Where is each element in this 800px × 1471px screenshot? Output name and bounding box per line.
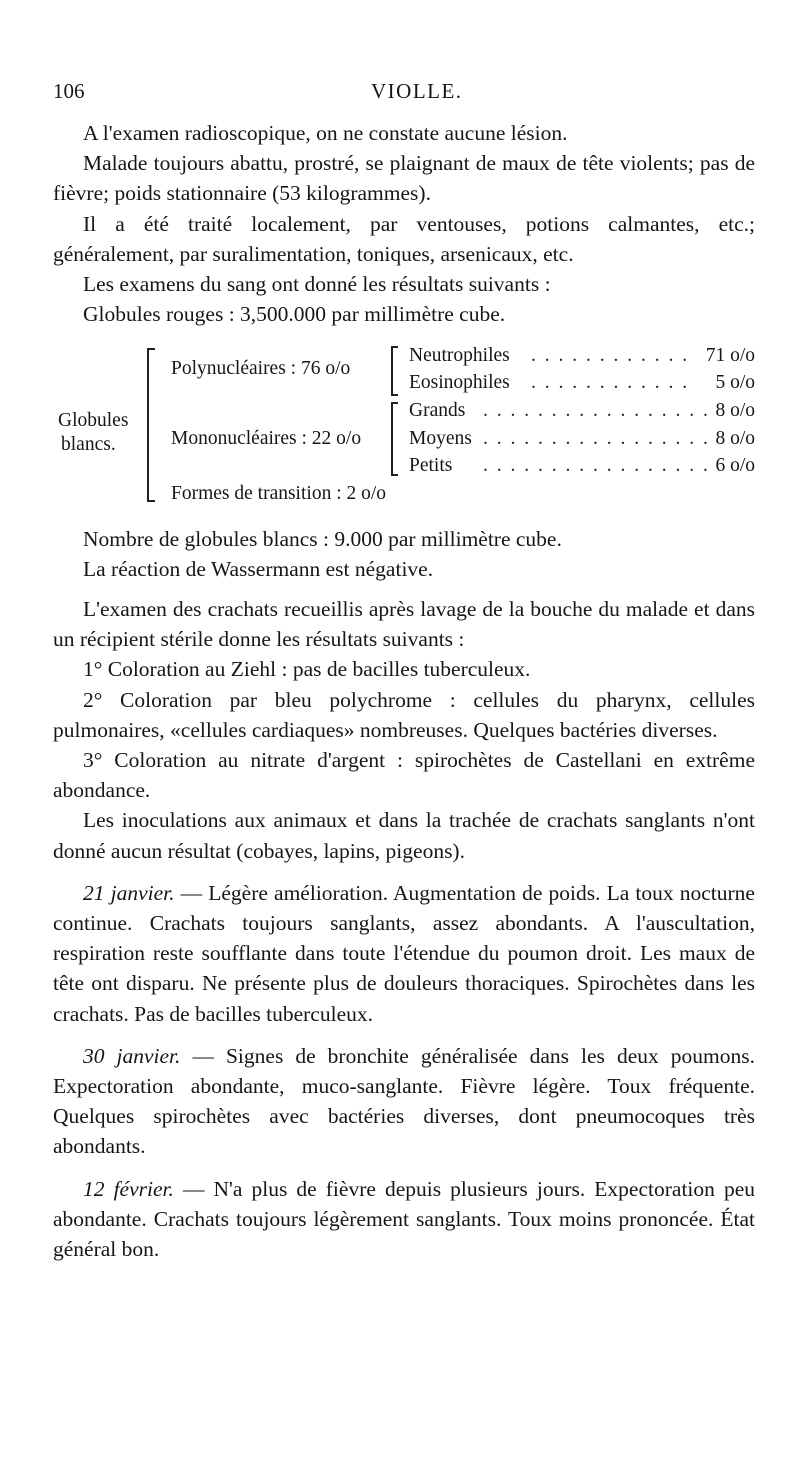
paragraph: 3° Coloration au nitrate d'argent : spirochètes de Castellani en extrême abondance. — [53, 748, 755, 803]
entry-date: 12 février. — [83, 1176, 174, 1201]
cell-value: 8 o/o — [715, 428, 755, 449]
paragraph: Malade toujours abattu, prostré, se plaignant de maux de tête violents; pas de fièvre; poids stationnaire (53 kilogrammes). — [53, 151, 755, 206]
running-title: VIOLLE. — [371, 79, 463, 103]
leader-dots: . . . . . . . . . . . . — [531, 345, 690, 366]
entry-date: 21 janvier. — [83, 880, 175, 905]
brace — [391, 346, 398, 396]
leader-dots: . . . . . . . . . . . . . . . . . — [483, 400, 710, 421]
brace — [391, 402, 398, 476]
dated-entry — [53, 1041, 755, 1162]
cell-name: Grands — [409, 400, 466, 421]
page-header — [53, 79, 753, 109]
cell-name: Eosinophiles — [409, 372, 510, 393]
blood-count-table — [53, 340, 758, 510]
dated-entry — [53, 878, 755, 1029]
entry-text: — N'a plus de fièvre depuis plusieurs jours. Expectoration peu abondante. Crachats toujours légèrement sanglants. Toux moins prononcée. État général bon. — [53, 1176, 755, 1262]
group-label: Globules — [58, 410, 129, 431]
paragraph: La réaction de Wassermann est négative. — [83, 557, 434, 582]
paragraph: Les inoculations aux animaux et dans la trachée de crachats sanglants n'ont donné aucun résultat (cobayes, lapins, pigeons). — [53, 808, 755, 863]
leader-dots: . . . . . . . . . . . . . . . . . — [483, 455, 710, 476]
paragraph: L'examen des crachats recueillis après lavage de la bouche du malade et dans un récipient stérile donne les résultats suivants : — [53, 597, 755, 652]
cell-value: 71 o/o — [705, 345, 755, 366]
poly-label: Polynucléaires : 76 o/o — [171, 358, 351, 379]
brace — [147, 348, 155, 502]
entry-date: 30 janvier. — [83, 1043, 181, 1068]
blood-summary — [53, 524, 755, 584]
intro-paragraphs — [53, 118, 755, 329]
paragraph: 1° Coloration au Ziehl : pas de bacilles tuberculeux. — [83, 657, 531, 682]
cell-name: Petits — [409, 455, 453, 476]
paragraph: Nombre de globules blancs : 9.000 par millimètre cube. — [83, 527, 562, 551]
sputum-section — [53, 594, 755, 1264]
page-number: 106 — [53, 79, 85, 103]
group-label: blancs. — [61, 434, 116, 455]
mono-label: Mononucléaires : 22 o/o — [171, 428, 362, 449]
cell-name: Moyens — [409, 428, 472, 449]
entry-text: — Signes de bronchite généralisée dans les deux poumons. Expectoration abondante, muco-sanglante. Fièvre légère. Toux fréquente. Quelques spirochètes avec bactéries diverses, dont pneumocoques très abondants. — [53, 1043, 755, 1159]
cell-value: 6 o/o — [715, 455, 755, 476]
paragraph: Il a été traité localement, par ventouses, potions calmantes, etc.; généralement, par suralimentation, toniques, arsenicaux, etc. — [53, 211, 755, 266]
cell-value: 8 o/o — [715, 400, 755, 421]
dated-entry — [53, 1174, 755, 1265]
cell-value: 5 o/o — [715, 372, 755, 393]
leader-dots: . . . . . . . . . . . . . . . . . — [483, 428, 710, 449]
leader-dots: . . . . . . . . . . . . — [531, 372, 690, 393]
paragraph: 2° Coloration par bleu polychrome : cellules du pharynx, cellules pulmonaires, «cellules cardiaques» nombreuses. Quelques bactéries diverses. — [53, 687, 755, 742]
entry-text: — Légère amélioration. Augmentation de poids. La toux nocturne continue. Crachats toujours sanglants, assez abondants. A l'auscultation, respiration reste soufflante dans toute l'étendue du poumon droit. Les maux de tête ont disparu. Ne présente plus de douleurs thoraciques. Spirochètes dans les crachats. Pas de bacilles tuberculeux. — [53, 880, 755, 1026]
cell-name: Neutrophiles — [409, 345, 510, 366]
paragraph: A l'examen radioscopique, on ne constate aucune lésion. — [83, 121, 568, 145]
transition-label: Formes de transition : 2 o/o — [171, 483, 387, 504]
paragraph: Les examens du sang ont donné les résultats suivants : — [83, 272, 551, 297]
paragraph: Globules rouges : 3,500.000 par millimètre cube. — [83, 302, 506, 327]
